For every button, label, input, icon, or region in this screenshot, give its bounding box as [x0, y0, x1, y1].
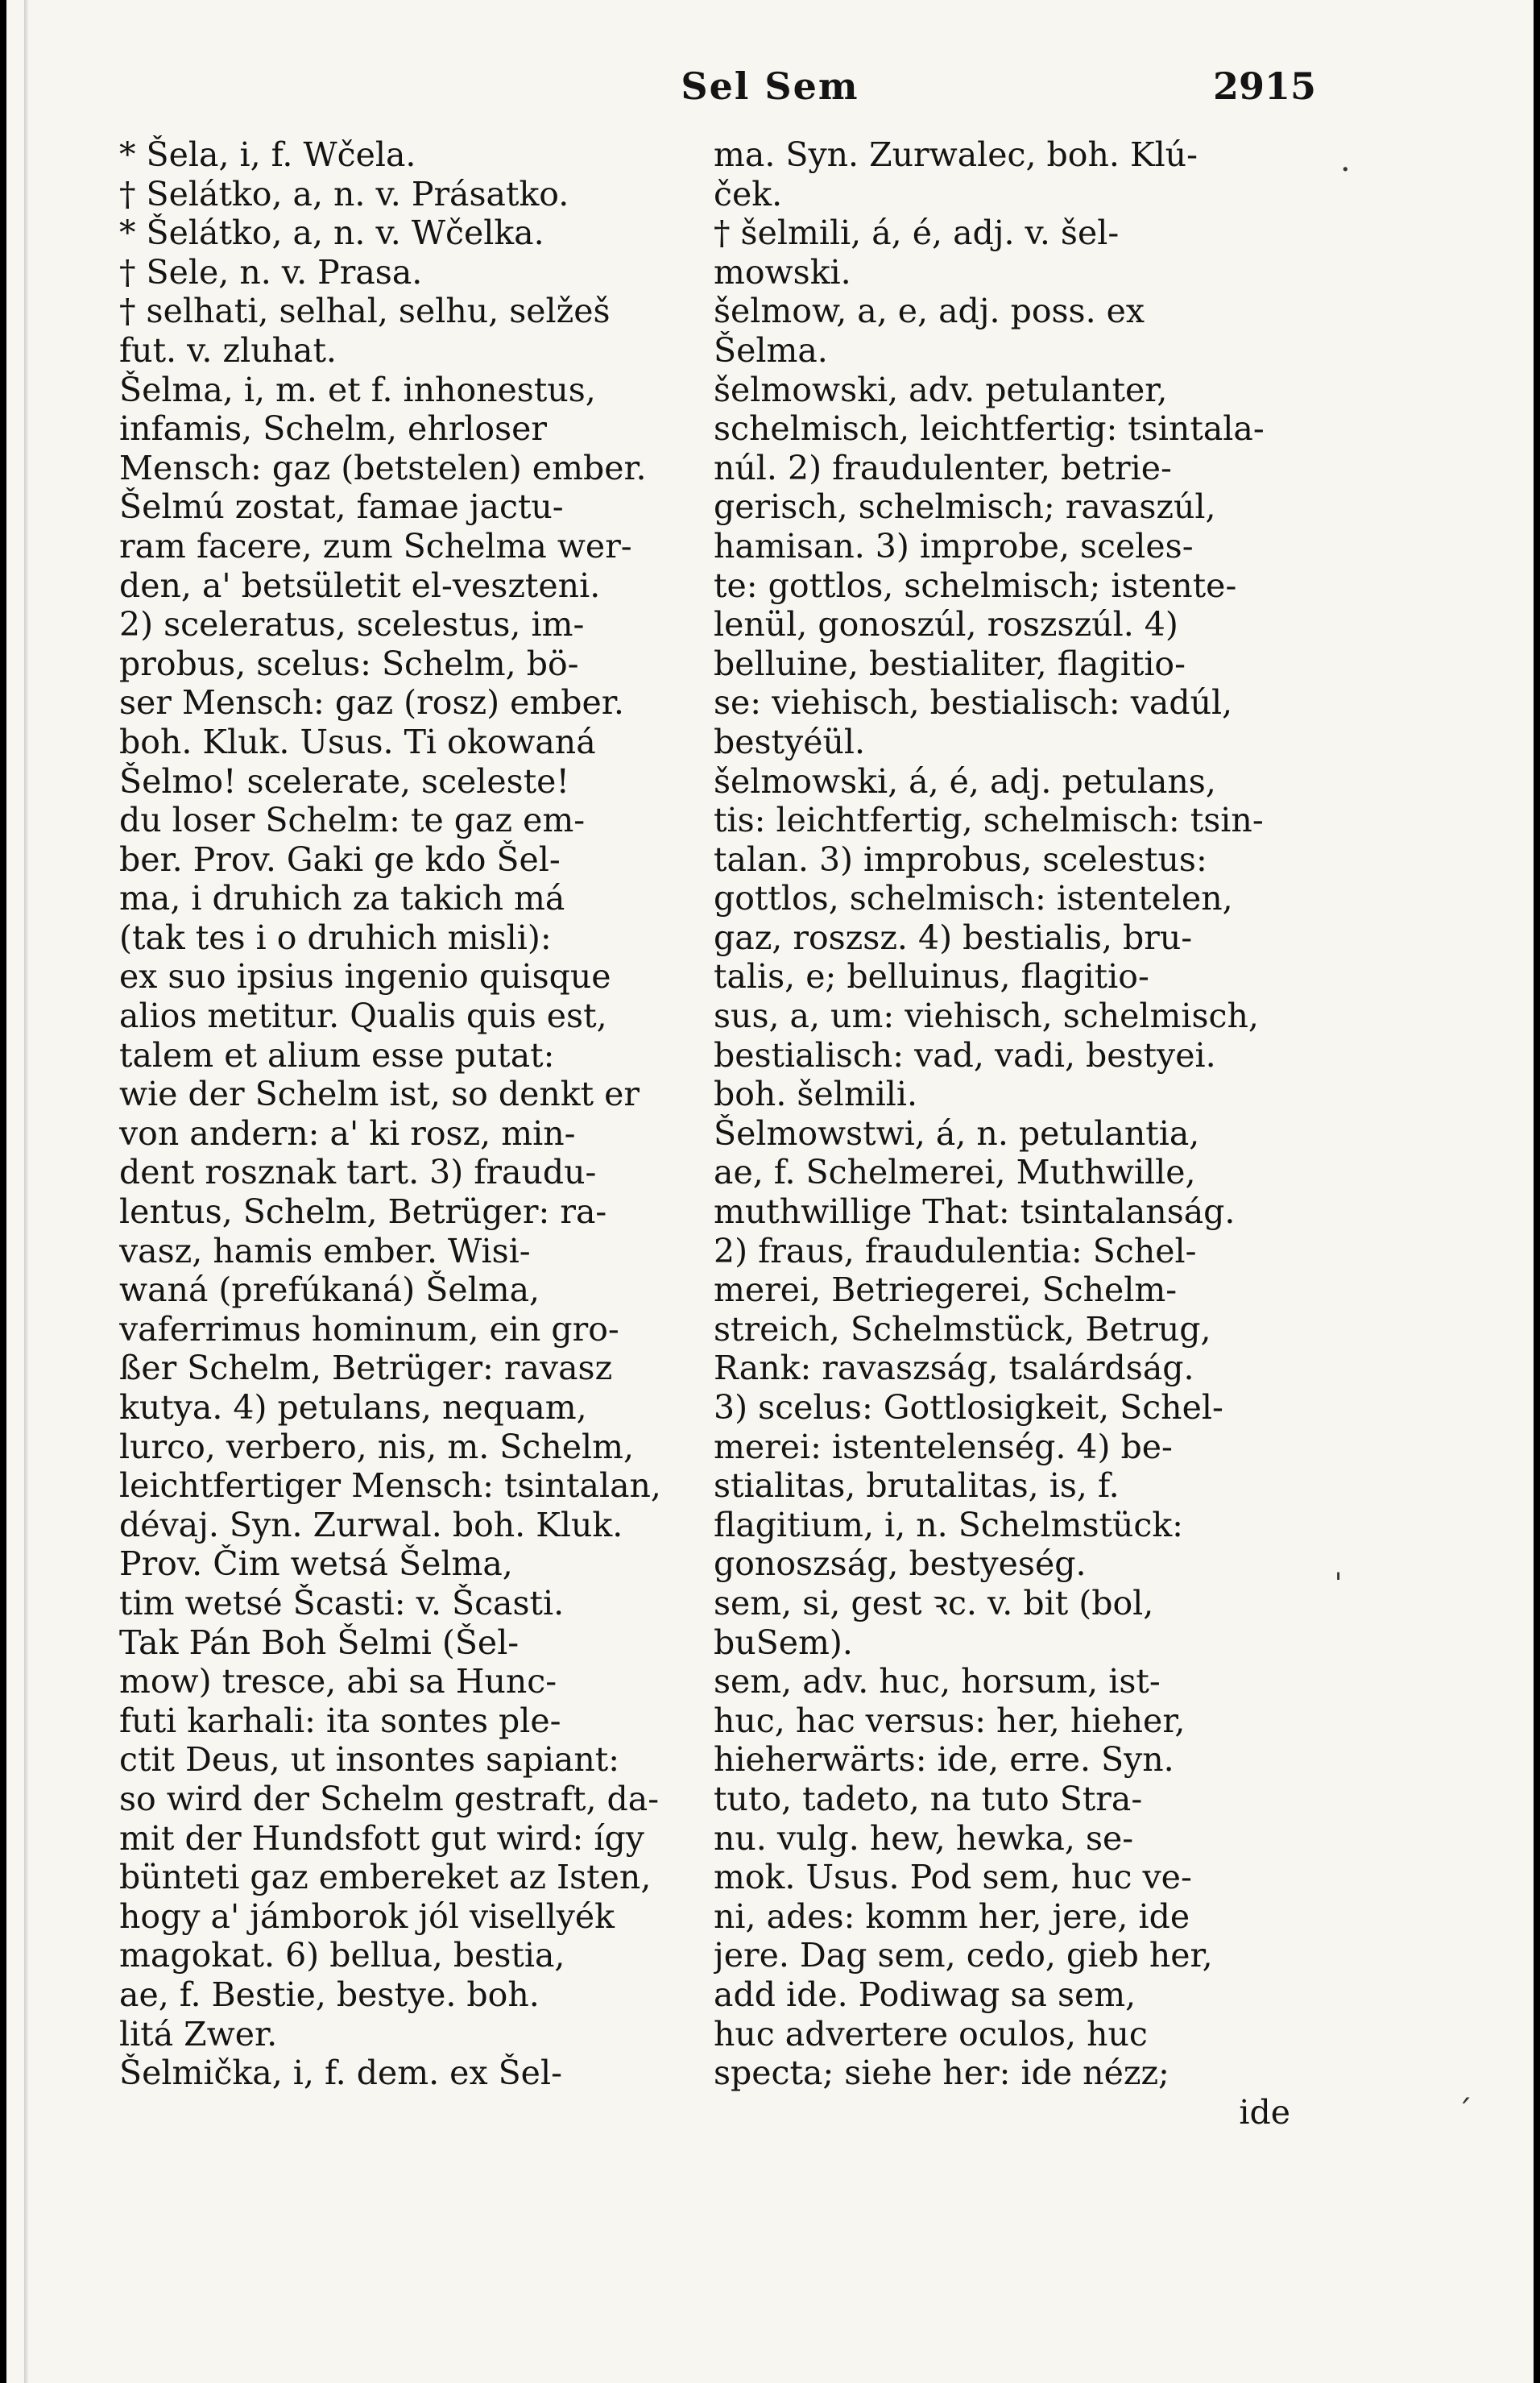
text-line: muthwillige That: tsintalanság.: [714, 1192, 1236, 1232]
text-line: ček.: [714, 174, 783, 213]
text-line: leichtfertiger Mensch: tsintalan,: [119, 1466, 661, 1506]
text-line: šelmowski, á, é, adj. petulans,: [714, 761, 1216, 801]
text-line: probus, scelus: Schelm, bö-: [119, 644, 579, 683]
text-line: von andern: a' ki rosz, min-: [119, 1113, 576, 1153]
text-line: te: gottlos, schelmisch; istente-: [714, 566, 1237, 605]
text-line: (tak tes i o druhich misli):: [119, 918, 552, 957]
text-line: núl. 2) fraudulenter, betrie-: [714, 448, 1172, 487]
text-line: Šelmička, i, f. dem. ex Šel-: [119, 2054, 562, 2093]
text-line: mow) tresce, abi sa Hunc-: [119, 1662, 557, 1701]
text-line: se: viehisch, bestialisch: vadúl,: [714, 683, 1233, 723]
text-line: lurco, verbero, nis, m. Schelm,: [119, 1427, 635, 1466]
text-line: belluine, bestialiter, flagitio-: [714, 644, 1186, 683]
text-line: gaz, roszsz. 4) bestialis, bru-: [714, 918, 1193, 957]
text-line: * Šelátko, a, n. v. Wčelka.: [119, 213, 544, 253]
text-line: dévaj. Syn. Zurwal. boh. Kluk.: [119, 1505, 623, 1544]
text-line: mit der Hundsfott gut wird: így: [119, 1818, 644, 1858]
text-line: ßer Schelm, Betrüger: ravasz: [119, 1349, 613, 1388]
text-line: den, a' betsületit el-veszteni.: [119, 566, 601, 605]
text-line: ctit Deus, ut insontes sapiant:: [119, 1740, 620, 1780]
margin-tick: ˊ: [1456, 2095, 1472, 2132]
text-line: bestyéül.: [714, 722, 866, 761]
text-line: šelmow, a, e, adj. poss. ex: [714, 292, 1145, 331]
margin-dot: ·: [1340, 151, 1351, 189]
text-line: ram facere, zum Schelma wer-: [119, 526, 632, 566]
text-line: sus, a, um: viehisch, schelmisch,: [714, 997, 1259, 1036]
text-line: ber. Prov. Gaki ge kdo Šel-: [119, 839, 561, 879]
text-line: litá Zwer.: [119, 2014, 278, 2054]
text-line: ma, i druhich za takich má: [119, 879, 565, 918]
text-line: ser Mensch: gaz (rosz) ember.: [119, 683, 624, 723]
text-line: huc advertere oculos, huc: [714, 2014, 1148, 2054]
text-line: flagitium, i, n. Schelmstück:: [714, 1505, 1183, 1544]
text-line: ex suo ipsius ingenio quisque: [119, 957, 611, 997]
text-line: sem, si, gest ꝛc. v. bit (bol,: [714, 1583, 1154, 1623]
text-line: hogy a' jámborok jól visellyék: [119, 1896, 615, 1936]
text-line: hieherwärts: ide, erre. Syn.: [714, 1740, 1174, 1780]
text-line: waná (prefúkaná) Šelma,: [119, 1270, 540, 1310]
text-line: vasz, hamis ember. Wisi-: [119, 1231, 531, 1270]
text-line: Šelma, i, m. et f. inhonestus,: [119, 370, 596, 409]
text-line: fut. v. zluhat.: [119, 330, 337, 370]
text-line: talan. 3) improbus, scelestus:: [714, 839, 1207, 879]
text-line: šelmowski, adv. petulanter,: [714, 370, 1168, 409]
text-line: boh. Kluk. Usus. Ti okowaná: [119, 722, 596, 761]
text-line: buSem).: [714, 1623, 853, 1662]
text-line: 3) scelus: Gottlosigkeit, Schel-: [714, 1388, 1223, 1427]
text-line: schelmisch, leichtfertig: tsintala-: [714, 409, 1265, 449]
text-line: Rank: ravaszság, tsalárdság.: [714, 1349, 1194, 1388]
text-line: streich, Schelmstück, Betrug,: [714, 1309, 1211, 1349]
text-line: infamis, Schelm, ehrloser: [119, 409, 547, 449]
text-line: Tak Pán Boh Šelmi (Šel-: [119, 1623, 520, 1662]
text-line: sem, adv. huc, horsum, ist-: [714, 1662, 1161, 1701]
text-line: specta; siehe her: ide nézz;: [714, 2054, 1169, 2093]
text-line: stialitas, brutalitas, is, f.: [714, 1466, 1120, 1506]
text-line: jere. Dag sem, cedo, gieb her,: [714, 1936, 1213, 1975]
text-line: gottlos, schelmisch: istentelen,: [714, 879, 1233, 918]
text-line: kutya. 4) petulans, nequam,: [119, 1388, 587, 1427]
text-line: Prov. Čim wetsá Šelma,: [119, 1544, 513, 1584]
text-line: ni, ades: komm her, jere, ide: [714, 1896, 1190, 1936]
page-number: 2915: [1212, 64, 1316, 108]
text-line: † šelmili, á, é, adj. v. šel-: [714, 213, 1120, 253]
text-line: vaferrimus hominum, ein gro-: [119, 1309, 619, 1349]
header-title: Sel Sem: [681, 64, 859, 108]
text-line: bünteti gaz embereket az Isten,: [119, 1858, 652, 1897]
text-line: add ide. Podiwag sa sem,: [714, 1975, 1136, 2014]
text-line: talis, e; belluinus, flagitio-: [714, 957, 1149, 997]
text-line: lenül, gonoszúl, roszszúl. 4): [714, 605, 1178, 644]
text-line: gerisch, schelmisch; ravaszúl,: [714, 487, 1216, 527]
page-edge-shadow: [24, 0, 29, 2383]
text-line: du loser Schelm: te gaz em-: [119, 801, 586, 840]
text-line: nu. vulg. hew, hewka, se-: [714, 1818, 1134, 1858]
text-line: so wird der Schelm gestraft, da-: [119, 1779, 660, 1818]
text-line: Šelmowstwi, á, n. petulantia,: [714, 1113, 1200, 1153]
text-line: ae, f. Schelmerei, Muthwille,: [714, 1153, 1196, 1192]
text-line: † Sele, n. v. Prasa.: [119, 252, 423, 292]
text-line: dent rosznak tart. 3) fraudu-: [119, 1153, 597, 1192]
text-line: magokat. 6) bellua, bestia,: [119, 1936, 565, 1975]
text-line: 2) fraus, fraudulentia: Schel-: [714, 1231, 1197, 1270]
text-line: 2) sceleratus, scelestus, im-: [119, 605, 585, 644]
text-line: Šelmo! scelerate, sceleste!: [119, 761, 569, 801]
text-line: boh. šelmili.: [714, 1075, 918, 1114]
text-line: mowski.: [714, 252, 851, 292]
text-line: † Selátko, a, n. v. Prásatko.: [119, 174, 569, 213]
text-line: talem et alium esse putat:: [119, 1035, 555, 1075]
text-line: huc, hac versus: her, hieher,: [714, 1701, 1186, 1740]
text-line: bestialisch: vad, vadi, bestyei.: [714, 1035, 1216, 1075]
dictionary-page: [6, 0, 1534, 2383]
text-line: gonoszság, bestyeség.: [714, 1544, 1087, 1584]
text-line: tis: leichtfertig, schelmisch: tsin-: [714, 801, 1264, 840]
text-line: hamisan. 3) improbe, sceles-: [714, 526, 1194, 566]
right-column: [714, 135, 1290, 2132]
running-header: [6, 64, 1534, 121]
text-line: futi karhali: ita sontes ple-: [119, 1701, 561, 1740]
text-line: tuto, tadeto, na tuto Stra-: [714, 1779, 1143, 1818]
text-line: ae, f. Bestie, bestye. boh.: [119, 1975, 540, 2014]
text-line: Šelmú zostat, famae jactu-: [119, 487, 564, 527]
text-line: lentus, Schelm, Betrüger: ra-: [119, 1192, 607, 1232]
left-column: [119, 135, 709, 2093]
text-line: mok. Usus. Pod sem, huc ve-: [714, 1858, 1192, 1897]
text-line: ma. Syn. Zurwalec, boh. Klú-: [714, 135, 1198, 174]
text-line: merei: istentelenség. 4) be-: [714, 1427, 1173, 1466]
text-line: * Šela, i, f. Wčela.: [119, 135, 416, 174]
text-line: wie der Schelm ist, so denkt er: [119, 1075, 640, 1114]
text-line: merei, Betriegerei, Schelm-: [714, 1270, 1178, 1310]
text-line: † selhati, selhal, selhu, selžeš: [119, 292, 611, 331]
text-line: Šelma.: [714, 330, 828, 370]
text-line: alios metitur. Qualis quis est,: [119, 997, 607, 1036]
text-line: ide: [1239, 2092, 1290, 2132]
text-line: tim wetsé Šcasti: v. Šcasti.: [119, 1583, 565, 1623]
margin-tick: ˌ: [1334, 1547, 1343, 1584]
text-line: Mensch: gaz (betstelen) ember.: [119, 448, 647, 487]
